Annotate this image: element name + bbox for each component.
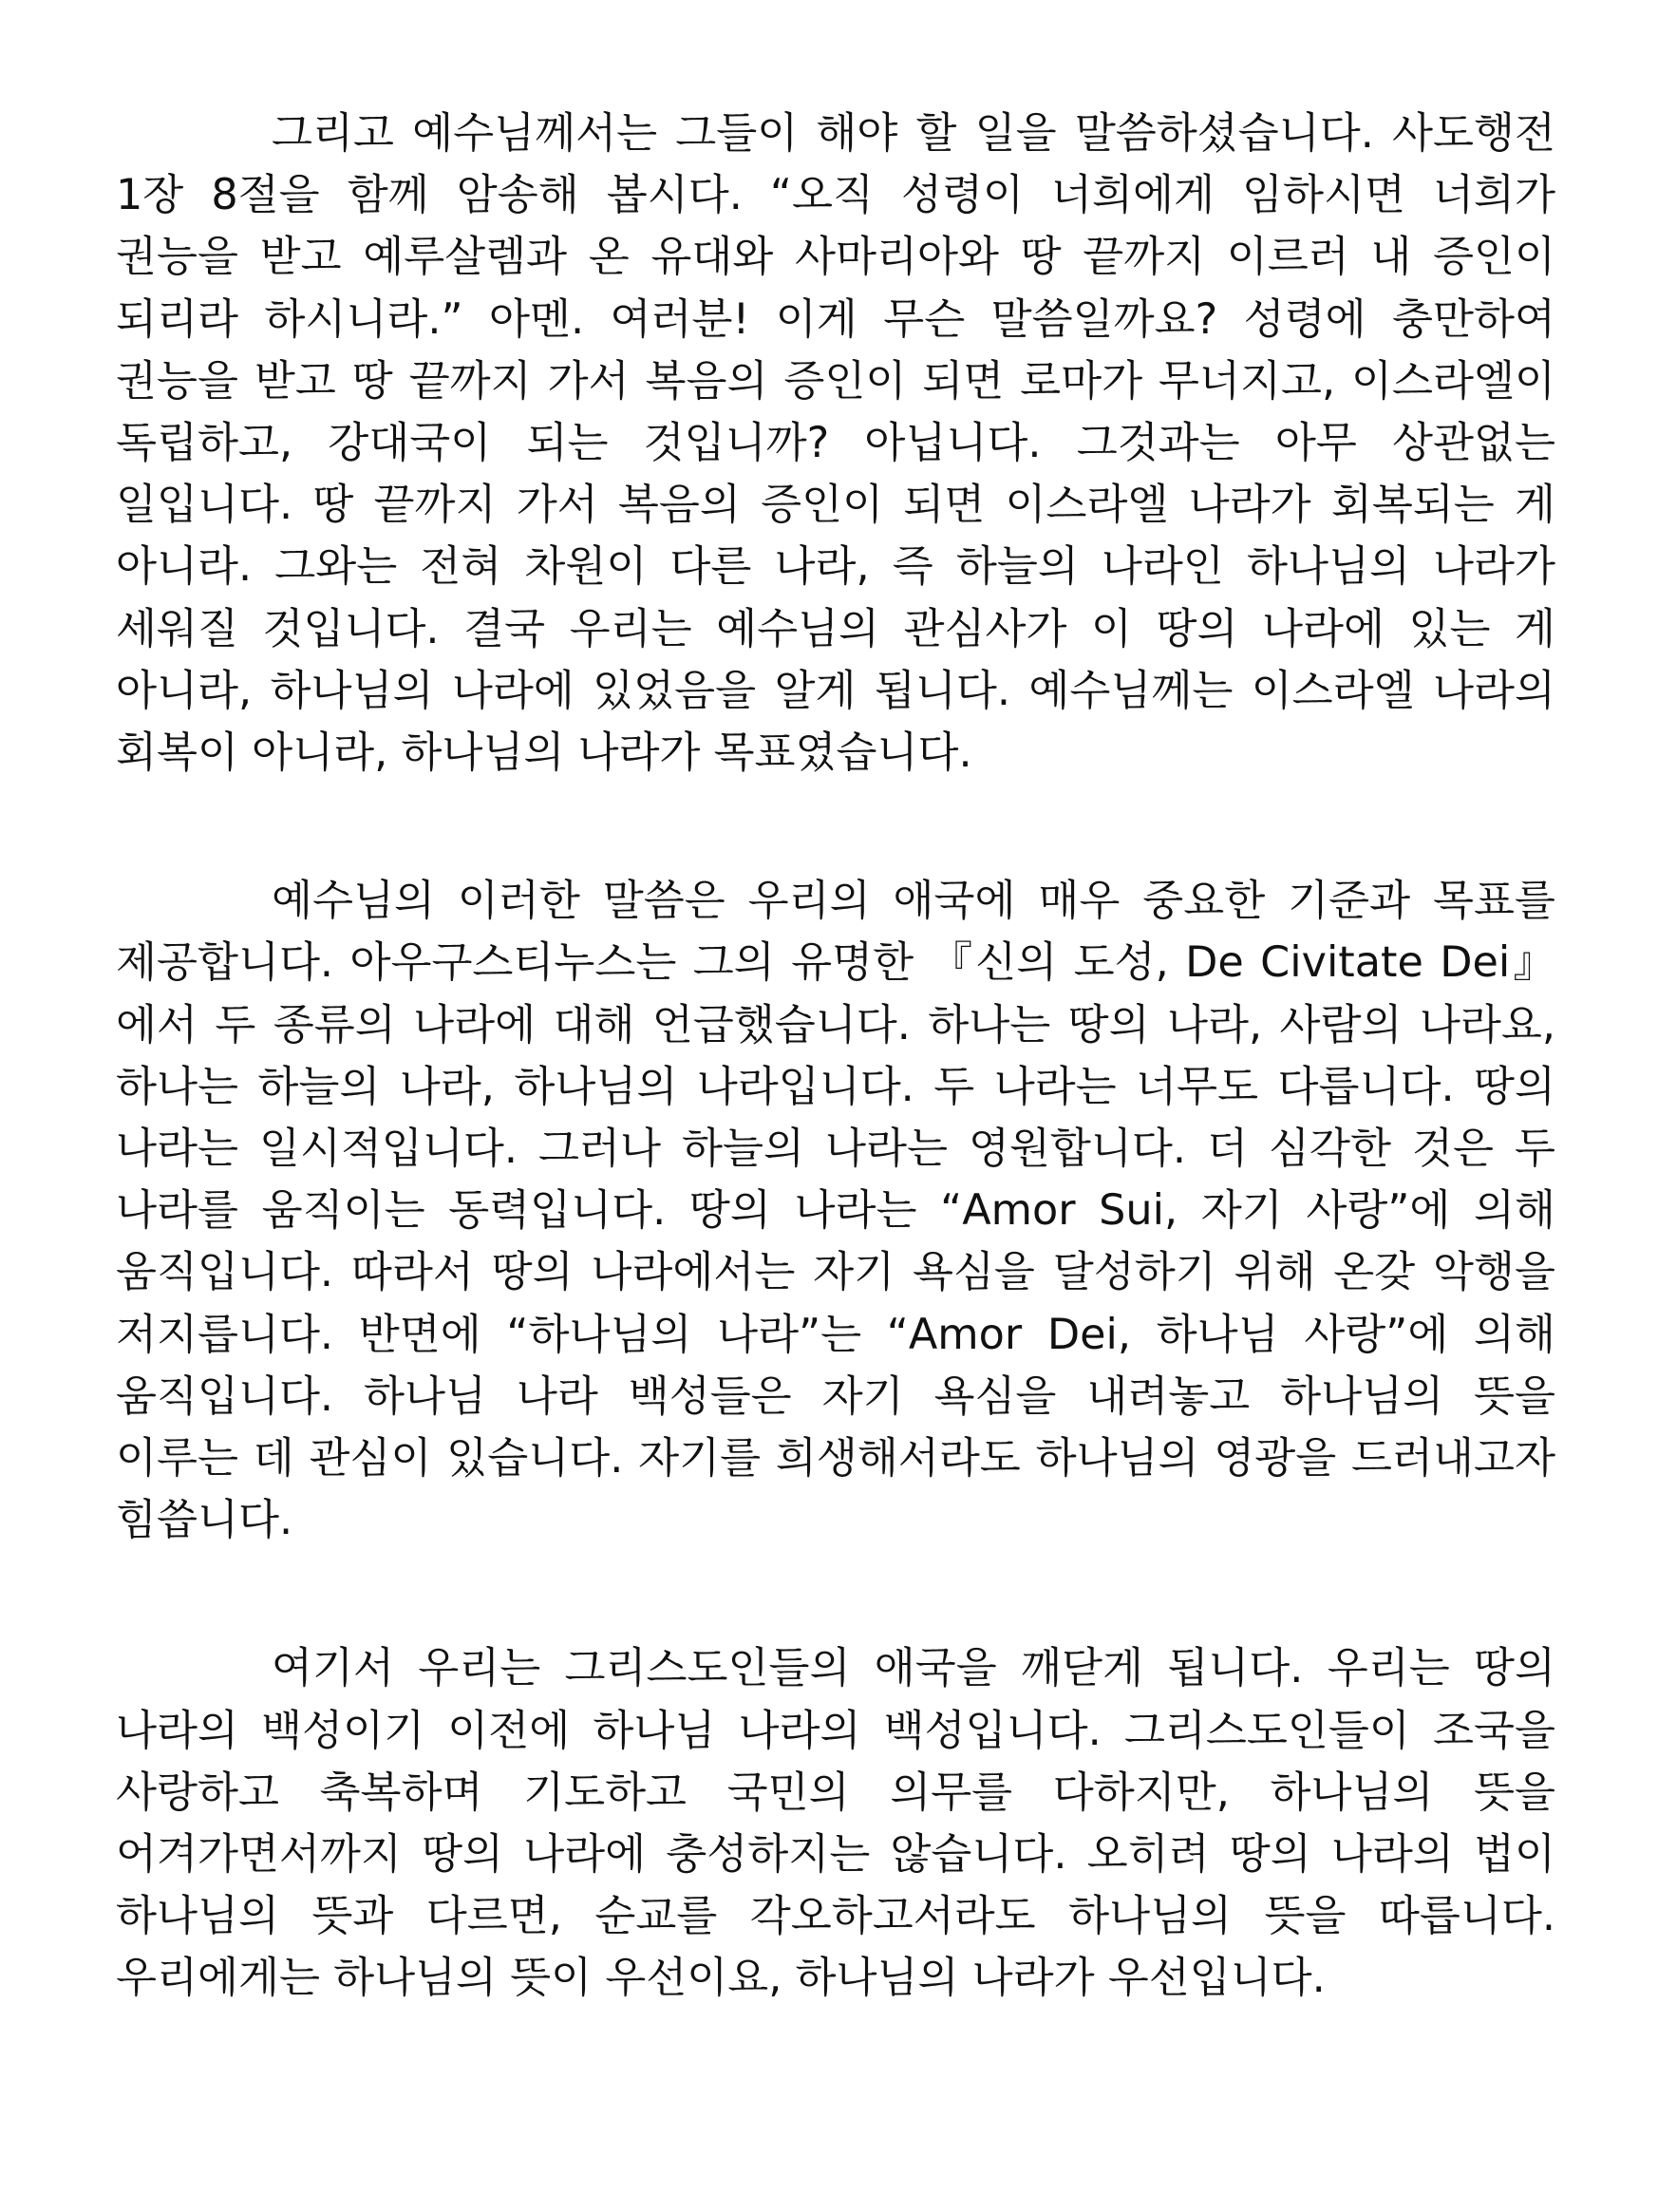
paragraph-1: 그리고 예수님께서는 그들이 해야 할 일을 말씀하셨습니다. 사도행전 1장 8절을 함께 암송해 봅시다. “오직 성령이 너희에게 임하시면 너희가 권능을 받고 예루살렘과 온 유대와 사마리아와 땅 끝까지 이르러 내 증인이 되리라 하시니라.” 아멘. 여러분! 이게 무슨 말씀일까요? 성령에 충만하여 권능을 받고 땅 끝까지 가서 복음의 증인이 되면 로마가 무너지고, 이스라엘이 독립하고, 강대국이 되는 것입니까? 아닙니다. 그것과는 아무 상관없는 일입니다. 땅 끝까지 가서 복음의 증인이 되면 이스라엘 나라가 회복되는 게 아니라. 그와는 전혀 차원이 다른 나라, 즉 하늘의 나라인 하나님의 나라가 세워질 것입니다. 결국 우리는 예수님의 관심사가 이 땅의 나라에 있는 게 아니라, 하나님의 나라에 있었음을 알게 됩니다. 예수님께는 이스라엘 나라의 회복이 아니라, 하나님의 나라가 목표였습니다.: [116, 109, 1555, 778]
document-page: [116, 103, 1555, 2010]
paragraph-2: 예수님의 이러한 말씀은 우리의 애국에 매우 중요한 기준과 목표를 제공합니다. 아우구스티누스는 그의 유명한 『신의 도성, De Civitate Dei』에서 두 종류의 나라에 대해 언급했습니다. 하나는 땅의 나라, 사람의 나라요, 하나는 하늘의 나라, 하나님의 나라입니다. 두 나라는 너무도 다릅니다. 땅의 나라는 일시적입니다. 그러나 하늘의 나라는 영원합니다. 더 심각한 것은 두 나라를 움직이는 동력입니다. 땅의 나라는 “Amor Sui, 자기 사랑”에 의해 움직입니다. 따라서 땅의 나라에서는 자기 욕심을 달성하기 위해 온갖 악행을 저지릅니다. 반면에 “하나님의 나라”는 “Amor Dei, 하나님 사랑”에 의해 움직입니다. 하나님 나라 백성들은 자기 욕심을 내려놓고 하나님의 뜻을 이루는 데 관심이 있습니다. 자기를 희생해서라도 하나님의 영광을 드러내고자 힘씁니다.: [116, 877, 1555, 1545]
paragraph-3: 여기서 우리는 그리스도인들의 애국을 깨닫게 됩니다. 우리는 땅의 나라의 백성이기 이전에 하나님 나라의 백성입니다. 그리스도인들이 조국을 사랑하고 축복하며 기도하고 국민의 의무를 다하지만, 하나님의 뜻을 어겨가면서까지 땅의 나라에 충성하지는 않습니다. 오히려 땅의 나라의 법이 하나님의 뜻과 다르면, 순교를 각오하고서라도 하나님의 뜻을 따릅니다. 우리에게는 하나님의 뜻이 우선이요, 하나님의 나라가 우선입니다.: [116, 1644, 1555, 2003]
